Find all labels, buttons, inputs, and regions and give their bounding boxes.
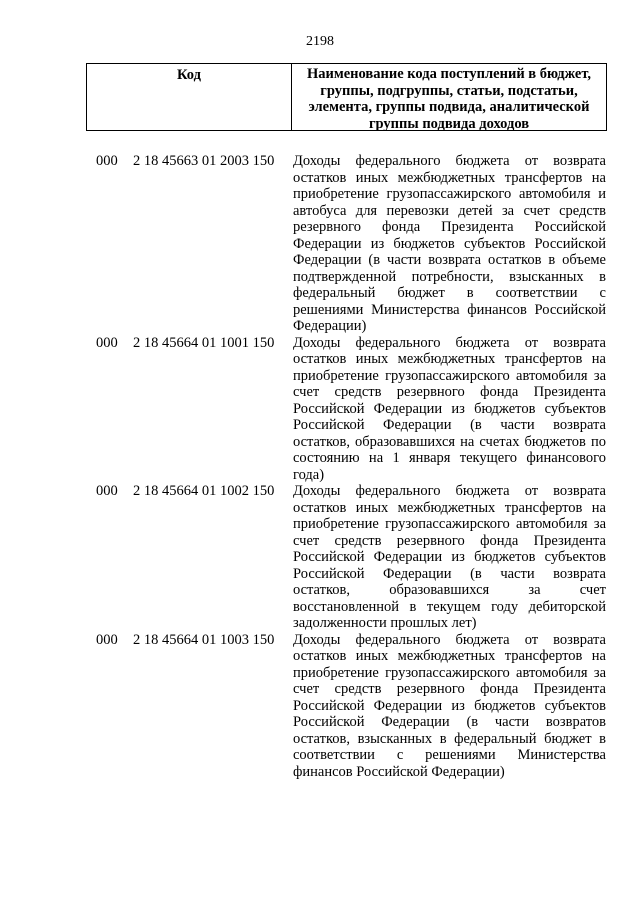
entry-revenue-code: 2 18 45664 01 1002 150 [133, 483, 275, 499]
table-header [86, 63, 607, 131]
entry-row [96, 632, 606, 781]
entry-row [96, 483, 606, 632]
entry-row [96, 153, 606, 335]
entry-admin-code: 000 [96, 483, 118, 499]
entries-list [96, 153, 606, 780]
entry-description: Доходы федерального бюджета от возврата остатков иных межбюджетных трансфертов на приобретение грузопассажирского автомобиля за счет средств резервного фонда Президента Российской Федерации из бюджетов субъектов Российской Федерации (в части возвратов остатков, взысканных в федеральный бюджет в соответствии с решениями Министерства финансов Российской Федерации) [293, 631, 606, 780]
entry-revenue-code: 2 18 45664 01 1003 150 [133, 631, 275, 648]
page-number: 2198 [306, 34, 334, 49]
header-code-column: Код [87, 64, 292, 130]
entry-admin-code: 000 [96, 631, 118, 648]
header-name-column: Наименование кода поступлений в бюджет, группы, подгруппы, статьи, подстатьи, элемента, группы подвида, аналитической группы подвида доходов [306, 66, 592, 132]
entry-description: Доходы федерального бюджета от возврата остатков иных межбюджетных трансфертов на приобретение грузопассажирского автомобиля за счет средств резервного фонда Президента Российской Федерации из бюджетов субъектов Российской Федерации (в части возврата остатков, образовавшихся на счетах бюджетов по состоянию на 1 января текущего финансового года) [293, 334, 606, 483]
entry-description: Доходы федерального бюджета от возврата остатков иных межбюджетных трансфертов на приобретение грузопассажирского автомобиля за счет средств резервного фонда Президента Российской Федерации из бюджетов субъектов Российской Федерации (в части возврата остатков, образовавшихся за счет восстановленной в текущем году дебиторской задолженности прошлых лет) [293, 483, 606, 631]
entry-admin-code: 000 [96, 153, 118, 169]
entry-revenue-code: 2 18 45664 01 1001 150 [133, 334, 275, 351]
entry-description: Доходы федерального бюджета от возврата остатков иных межбюджетных трансфертов на приобретение грузопассажирского автомобиля и автобуса для перевозки детей за счет средств резервного фонда Президента Российской Федерации из бюджетов субъектов Российской Федерации (в части возврата остатков в объеме подтвержденной потребности, взысканных в федеральный бюджет в соответствии с решениями Министерства финансов Российской Федерации) [293, 153, 606, 334]
entry-revenue-code: 2 18 45663 01 2003 150 [133, 153, 275, 169]
entry-row [96, 335, 606, 484]
entry-admin-code: 000 [96, 334, 118, 351]
